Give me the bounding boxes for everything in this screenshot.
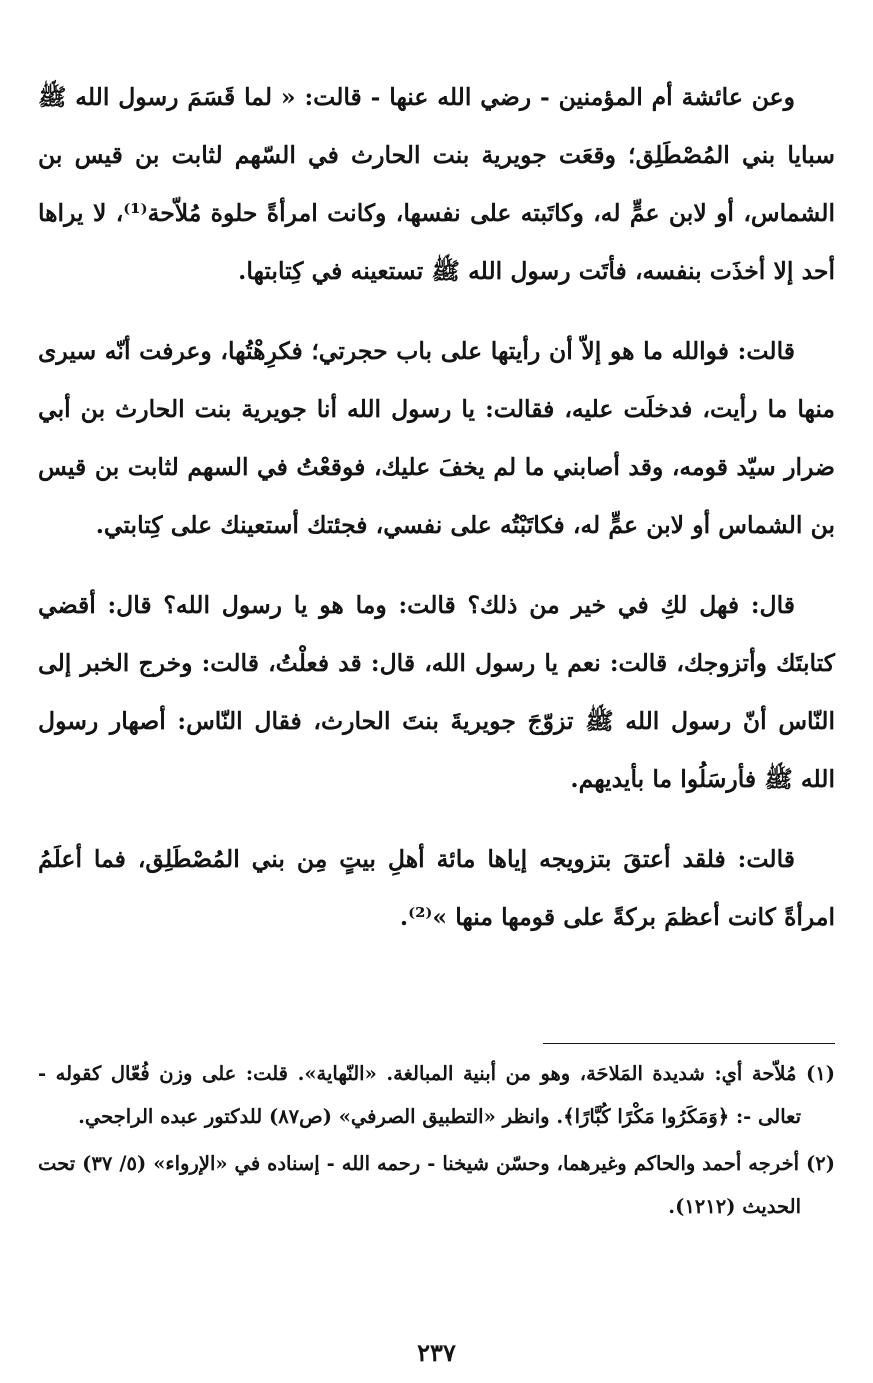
footnotes (38, 1052, 835, 1232)
footnote: (١) مُلاّحة أي: شديدة المَلاحَة، وهو من أبنية المبالغة. «النّهاية». قلت: على وزن فُعّال كقوله - تعالى -: ﴿وَمَكَرُوا مَكْرًا كُبَّارًا﴾. وانظر «التطبيق الصرفي» (ص٨٧) للدكتور عبده الراجحي. (38, 1062, 835, 1128)
main-text (38, 68, 835, 968)
footnote: (٢) أخرجه أحمد والحاكم وغيرهما، وحسّن شيخنا - رحمه الله - إسناده في «الإرواء» (٥/ ٣٧) تحت الحديث (١٢١٢). (38, 1152, 835, 1218)
paragraph: قالت: فوالله ما هو إلاّ أن رأيتها على باب حجرتي؛ فكرِهْتُها، وعرفت أنّه سيرى منها ما رأيت، فدخلَت عليه، فقالت: يا رسول الله أنا جويرية بنت الحارث بن أبي ضرار سيّد قومه، وقد أصابني ما لم يخفَ عليك، فوقعْتُ في السهم لثابت بن قيس بن الشماس أو لابن عمٍّ له، فكاتَبْتُه على نفسي، فجئتك أستعينك على كِتابتي. (38, 337, 835, 539)
footnote-divider (543, 1043, 835, 1044)
page-number: ٢٣٧ (417, 1338, 456, 1367)
paragraph: قال: فهل لكِ في خير من ذلك؟ قالت: وما هو يا رسول الله؟ قال: أقضي كتابتَك وأتزوجك، قالت: نعم يا رسول الله، قال: قد فعلْتُ، قالت: وخرج الخبر إلى النّاس أنّ رسول الله ﷺ تزوّجَ جويريةَ بنتَ الحارث، فقال النّاس: أصهار رسول الله ﷺ فأرسَلُوا ما بأيديهم. (38, 591, 835, 793)
paragraph: وعن عائشة أم المؤمنين - رضي الله عنها - قالت: « لما قَسَمَ رسول الله ﷺ سبايا بني المُصْطَلِق؛ وقعَت جويرية بنت الحارث في السّهم لثابت بن قيس بن الشماس، أو لابن عمٍّ له، وكاتَبته على نفسها، وكانت امرأةً حلوة مُلاّحة⁽¹⁾، لا يراها أحد إلا أخذَت بنفسه، فأتَت رسول الله ﷺ تستعينه في كِتابتها. (38, 83, 835, 285)
paragraph: قالت: فلقد أعتقَ بتزويجه إياها مائة أهلِ بيتٍ مِن بني المُصْطَلِق، فما أعلَمُ امرأةً كانت أعظمَ بركةً على قومها منها »⁽²⁾. (38, 845, 835, 931)
